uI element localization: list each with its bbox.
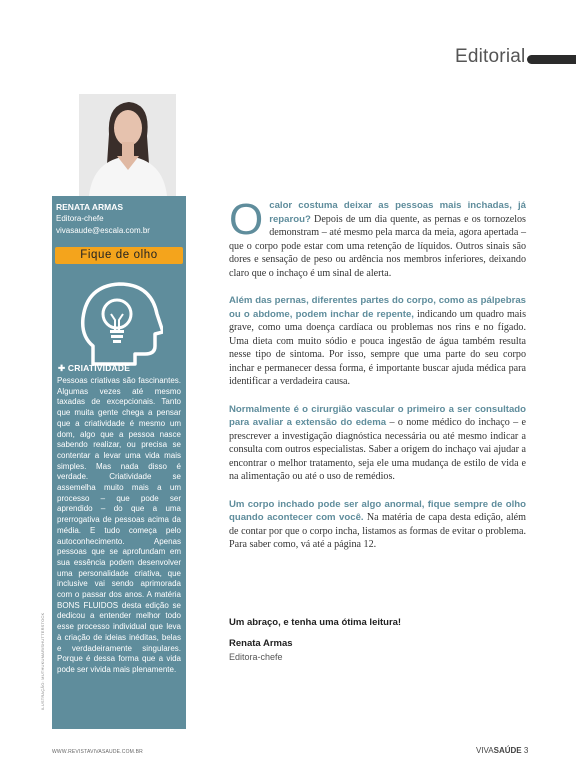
author-email[interactable]: vivasaude@escala.com.br: [56, 226, 150, 235]
sidebar-panel: [52, 196, 186, 729]
topic-text: Pessoas criativas são fascinantes. Algumas vezes até mesmo taxadas de excepcionais. Tanto que muita gente chega a pensar que a criatividade é mesmo um dom, algo que a pessoa nasce sabendo realizar, ou precisa se contentar a levar uma vida mais simples. Mas nada disso é verdade. Criatividade se assemelha muito mais a um processo – que pode ser aprendido – do que a uma prerrogativa de pessoas acima da média. E tudo começa pelo autoconhecimento. Apenas pessoas que se aprofundam em sua essência podem desenvolver uma personalidade criativa, que inclusive vai sendo aprimorada com o passar dos anos. A matéria BONS FLUIDOS desta edição se dedicou a entender melhor todo esse processo individual que leva à criação de ideias inéditas, belas e verdadeiramente singulares. Porque é dessa forma que a vida pode ser vivida mais plenamente.: [57, 376, 181, 674]
plus-icon: ✚: [58, 363, 66, 373]
head-lightbulb-icon: [79, 280, 163, 372]
footer-magazine: [476, 746, 528, 755]
footer-mag-name: SAÚDE: [493, 746, 522, 755]
paragraph-1-lead: calor costuma deixar as pessoas mais inchadas, já reparou?: [269, 200, 526, 225]
closing-block: [229, 617, 526, 662]
photo-credit: ILUSTRAÇÃO: MUTHUKUMAR/SHUTTERSTOCK: [40, 612, 45, 710]
paragraph-4-body: Na matéria de capa desta edição, além de contar por que o corpo incha, listamos as formas de evitar o problema. Para saber como, vá até a página 12.: [229, 512, 526, 550]
author-portrait-image: [79, 94, 176, 196]
paragraph-3-lead: Normalmente é o cirurgião vascular o primeiro a ser consultado para avaliar a extensão do edema: [229, 403, 526, 428]
paragraph-2-body: indicando um quadro mais grave, como uma doença cardíaca ou problemas nos rins e no fígado. Uma dieta com muito sódio e pouca ingestão de água também resulta nesse tipo de sintoma. Por isso, sempre que uma parte do seu corpo inchar e permanecer dessa forma, é importante buscar ajuda médica para identificar a verdadeira causa.: [229, 308, 527, 387]
article-body: [229, 195, 527, 566]
topic-heading: [58, 363, 130, 374]
paragraph-3-body: – o nome médico do inchaço – e prescrever a investigação diagnóstica necessária ou até mesmo indicar a consulta com outros especialistas. Saber a origem do inchaço vai ajudar a encontrar o melhor tratamento, seja ele uma mudança de estilo de vida e na alimentação ou até o uso de remédios.: [229, 417, 527, 482]
paragraph-1: [229, 195, 526, 280]
author-role: Editora-chefe: [56, 214, 104, 223]
paragraph-2-lead: Além das pernas, diferentes partes do corpo, como as pálpebras ou o abdome, podem inchar de repente,: [229, 295, 526, 320]
paragraph-4-lead: Um corpo inchado pode ser algo anormal, fique sempre de olho quando acontecer com você.: [229, 498, 526, 523]
section-bar: [527, 55, 576, 64]
fique-de-olho-banner: Fique de olho: [55, 247, 183, 264]
paragraph-2: [229, 294, 526, 389]
signature-role: Editora-chefe: [229, 652, 283, 662]
signature-name: Renata Armas: [229, 638, 293, 649]
topic-label: CRIATIVIDADE: [67, 363, 131, 373]
paragraph-1-body: Depois de um dia quente, as pernas e os tornozelos demonstram – até mesmo pela marca da meia, agora apertada – que o corpo pode estar com uma retenção de líquidos. Outros sinais são dores e sensação de peso ou ardência nos membros inferiores, deixando claro que o inchaço é um sinal de alerta.: [229, 213, 526, 279]
footer-mag-prefix: VIVA: [476, 746, 494, 755]
page-number: 3: [523, 746, 529, 755]
closing-line: Um abraço, e tenha uma ótima leitura!: [229, 617, 402, 628]
paragraph-3: [229, 403, 526, 484]
author-photo: [79, 94, 176, 196]
dropcap: O: [229, 195, 264, 244]
section-title: Editorial: [455, 46, 526, 67]
footer-url[interactable]: WWW.REVISTAVIVASAUDE.COM.BR: [52, 749, 143, 755]
author-name: RENATA ARMAS: [56, 202, 124, 212]
paragraph-4: [229, 498, 526, 552]
